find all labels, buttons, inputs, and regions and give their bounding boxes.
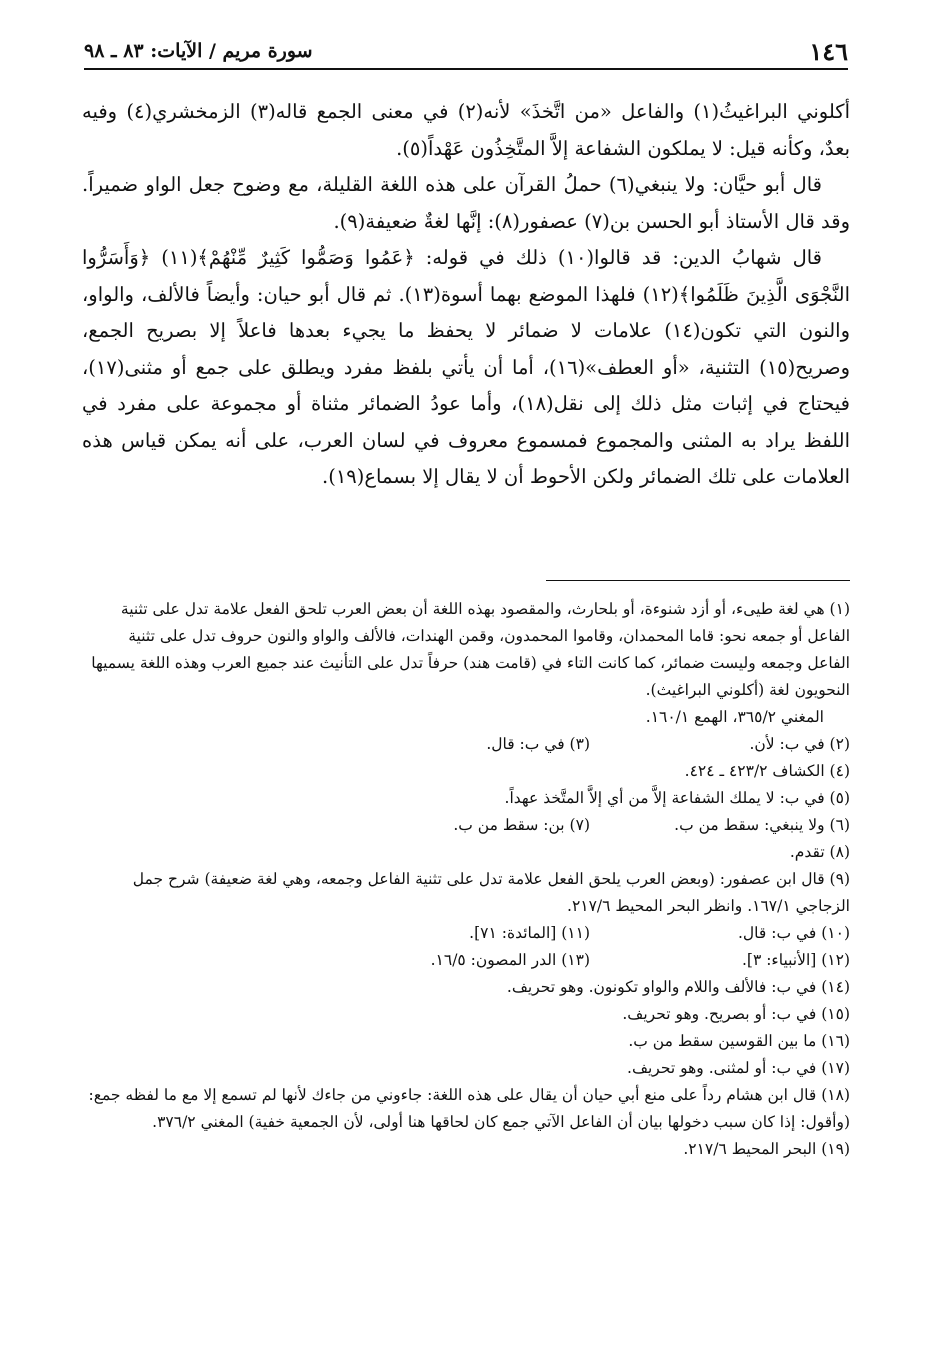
footnote-12: (١٢) [الأنبياء: ٣]. [741,951,850,969]
main-paragraph: أكلوني البراغيثُ(١) والفاعل «من اتَّخذَ» لأنه(٢) في معنى الجمع قاله(٣) الزمخشري(٤) وفيه بعدٌ، وكأنه قيل: لا يملكون الشفاعة إلاَّ المتَّخِذُون عَهْداً(٥). [82,100,850,160]
footnote-19: (١٩) البحر المحيط ٢١٧/٦. [683,1140,850,1158]
footnote-18: (١٨) قال ابن هشام رداً على منع أبي حيان أن يقال على هذه اللغة: جاءوني من جاءك لأنها لم تسمع إلا مع ما لفظه جمع: (وأقول: إذا كان سبب دخولها بيان أن الفاعل الآتي جمع كان لحاقها هنا أولى، لأن الجمعية خفية) المغني ٣٧٦/٢. [88,1086,850,1131]
footnote-16: (١٦) ما بين القوسين سقط من ب. [628,1032,850,1050]
footnote-17: (١٧) في ب: أو لمثنى. وهو تحريف. [627,1059,850,1077]
footnote-10: (١٠) في ب: قال. [737,924,850,942]
footnote-6: (٦) ولا ينبغي: سقط من ب. [674,816,850,834]
footnote-3: (٣) في ب: قال. [486,735,590,753]
footnotes [82,596,850,1163]
footnote-row [82,947,850,974]
footnote-row [82,920,850,947]
footnote-1-reference: المغني ٣٦٥/٢، الهمع ١٦٠/١. [645,708,824,726]
footnote-5: (٥) في ب: لا يملك الشفاعة إلاَّ من أي إلاَّ المتَّخذ عهداً. [504,789,850,807]
footnote-row [82,812,850,839]
footnote-row [82,731,850,758]
footnote-4: (٤) الكشاف ٤٢٣/٢ ـ ٤٢٤. [684,762,850,780]
footnote-9: (٩) قال ابن عصفور: (وبعض العرب يلحق الفعل علامة تدل على تثنية الفاعل وجمعه، وهي لغة ضعيفة) شرح جمل الزجاجي ١٦٧/١. وانظر البحر المحيط ٢١٧/٦. [132,870,850,915]
footnote-11: (١١) [المائدة: ٧١]. [469,924,590,942]
footnote-2: (٢) في ب: لأن. [749,735,850,753]
page-number: ١٤٦ [809,36,848,66]
main-paragraph: قال شهابُ الدين: قد قالوا(١٠) ذلك في قوله: ﴿عَمُوا وَصَمُّوا كَثِيرٌ مِّنْهُمْ﴾(١١) ﴿وَأَسَرُّوا النَّجْوَى الَّذِينَ ظَلَمُوا﴾(١٢) فلهذا الموضع بهما أسوة(١٣). ثم قال أبو حيان: وأيضاً فالألف، والواو، والنون التي تكون(١٤) علامات لا ضمائر لا يحفظ ما يجيء بعدها فاعلاً إلا بصريح الجمع، وصريح(١٥) التثنية، «أو العطف»(١٦)، أما أن يأتي بلفظ مفرد ويطلق على جمع أو مثنى(١٧)، فيحتاج في إثبات مثل ذلك إلى نقل(١٨)، وأما عودُ الضمائر مثناة أو مجموعة على مفرد في اللفظ يراد به المثنى والمجموع فمسموع معروف في لسان العرب، على أنه يمكن قياس هذه العلامات على تلك الضمائر ولكن الأحوط أن لا يقال إلا بسماع(١٩). [82,246,850,488]
main-text [82,94,850,496]
running-title: سورة مريم / الآيات: ٨٣ ـ ٩٨ [84,40,313,62]
footnote-1 [82,596,850,731]
page-header [84,34,848,70]
main-paragraph: قال أبو حيَّان: ولا ينبغي(٦) حملُ القرآن على هذه اللغة القليلة، مع وضوح جعل الواو ضميراً. وقد قال الأستاذ أبو الحسن بن(٧) عصفور(٨): إنَّها لغةٌ ضعيفة(٩). [82,173,850,233]
footnote-13: (١٣) الدر المصون: ١٦/٥. [430,951,590,969]
footnote-15: (١٥) في ب: أو بصريح. وهو تحريف. [622,1005,850,1023]
footnote-separator [546,580,850,581]
footnote-14: (١٤) في ب: فالألف واللام والواو تكونون. وهو تحريف. [506,978,850,996]
footnote-8: (٨) تقدم. [789,843,850,861]
footnote-1-text: (١) هي لغة طيىء، أو أزد شنوءة، أو بلحارث، والمقصود بهذه اللغة أن بعض العرب تلحق الفعل علامة تدل على تثنية الفاعل أو جمعه نحو: قاما المحمدان، وقاموا المحمدون، وقمن الهندات، فالألف والواو والنون حروف تدل على تثنية الفاعل وجمعه وليست ضمائر، كما كانت التاء في (قامت هند) حرفاً تدل على التأنيث عند جميع العرب وهذه اللغة يسميها النحويون لغة (أكلوني البراغيث). [91,600,850,699]
footnote-7: (٧) بن: سقط من ب. [453,816,590,834]
